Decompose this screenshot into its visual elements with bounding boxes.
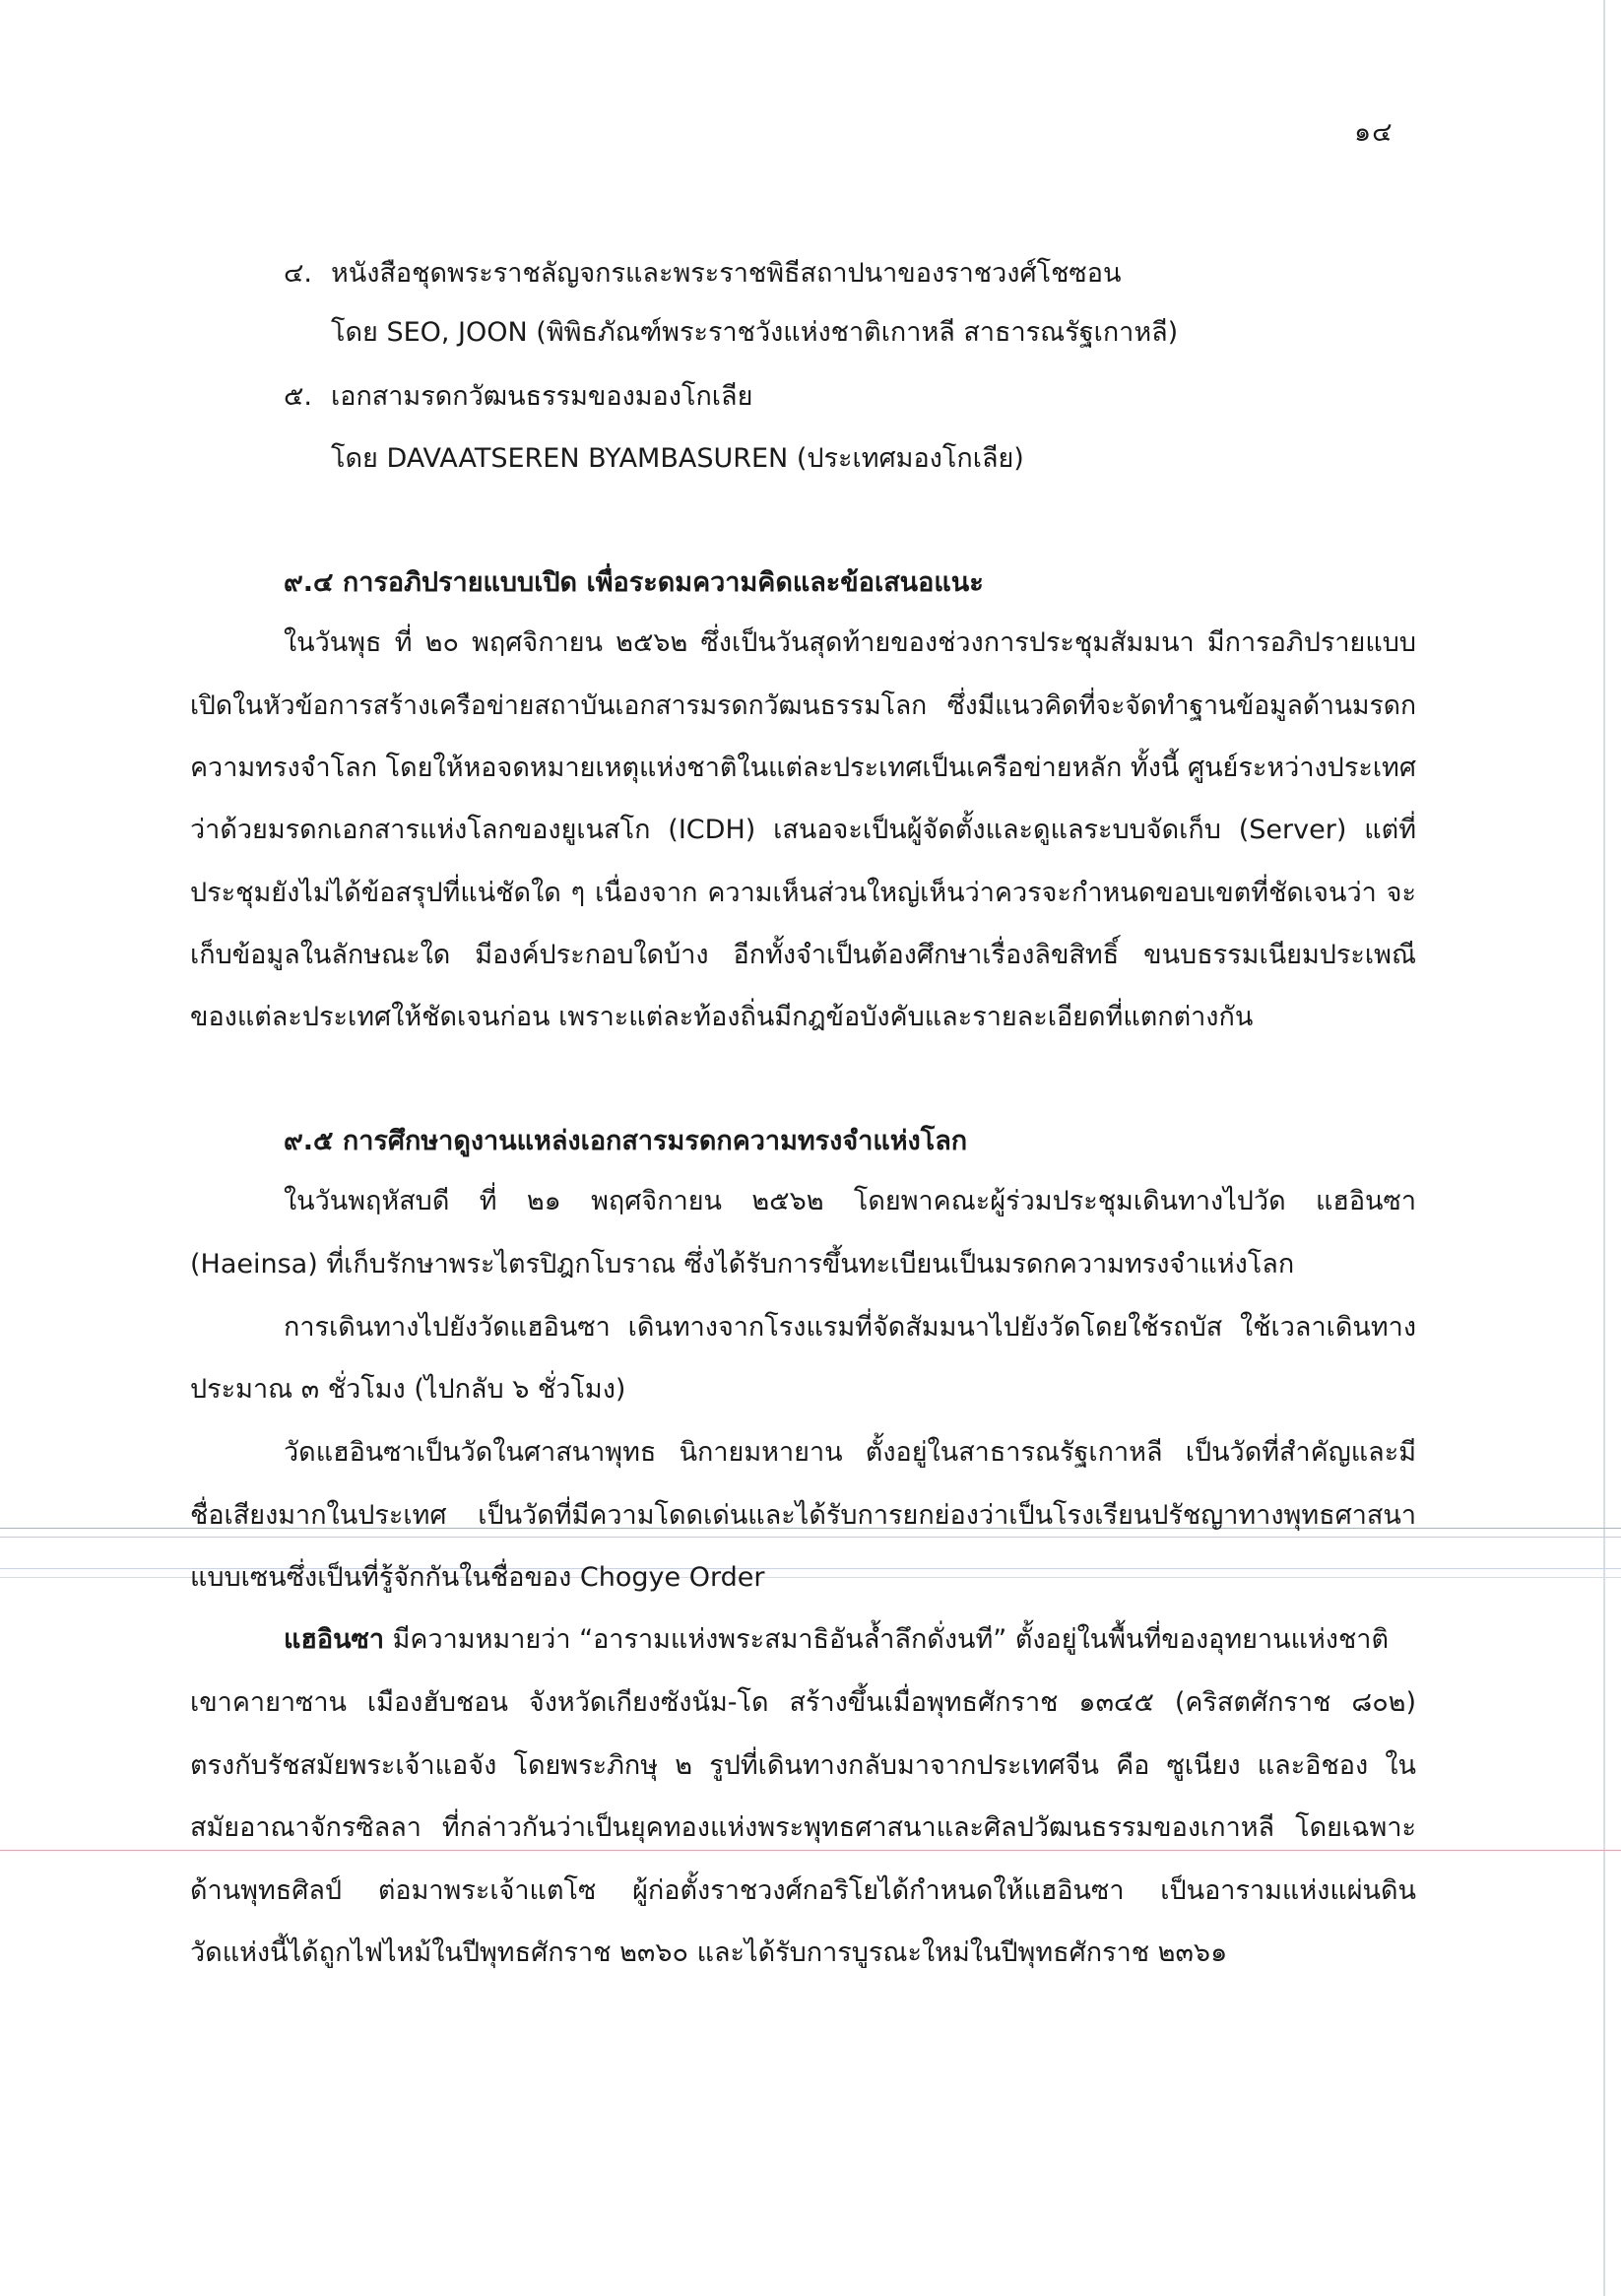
paragraph-line: เขาคายาซาน เมืองฮับชอน จังหวัดเกียงซังนัม-โด สร้างขึ้นเมื่อพุทธศักราช ๑๓๔๕ (คริสตศักราช ๘๐๒) xyxy=(190,1687,1416,1718)
paragraph-line: วัดแห่งนี้ได้ถูกไฟไหม้ในปีพุทธศักราช ๒๓๖๐ และได้รับการบูรณะใหม่ในปีพุทธศักราช ๒๓๖๑ xyxy=(190,1937,1228,1968)
scan-artifact-line xyxy=(0,1537,1621,1538)
section-heading: ๙.๕ การศึกษาดูงานแหล่งเอกสารมรดกความทรงจำแห่งโลก xyxy=(284,1126,968,1156)
scan-artifact-line xyxy=(0,1850,1621,1851)
list-item-number: ๕. xyxy=(284,381,313,412)
list-item-title: หนังสือชุดพระราชลัญจกรและพระราชพิธีสถาปนาของราชวงศ์โชซอน xyxy=(331,258,1122,289)
paragraph-line: การเดินทางไปยังวัดแฮอินซา เดินทางจากโรงแรมที่จัดสัมมนาไปยังวัดโดยใช้รถบัส ใช้เวลาเดินทาง xyxy=(284,1312,1416,1343)
paragraph-line: แบบเซนซึ่งเป็นที่รู้จักกันในชื่อของ Chogye Order xyxy=(190,1562,765,1593)
paragraph-line xyxy=(284,1620,1416,1660)
scan-edge-line xyxy=(1603,0,1605,2296)
paragraph-line: วัดแฮอินซาเป็นวัดในศาสนาพุทธ นิกายมหายาน ตั้งอยู่ในสาธารณรัฐเกาหลี เป็นวัดที่สำคัญและมี xyxy=(284,1437,1416,1468)
paragraph-line: สมัยอาณาจักรซิลลา ที่กล่าวกันว่าเป็นยุคทองแห่งพระพุทธศาสนาและศิลปวัฒนธรรมของเกาหลี โดยเฉพาะ xyxy=(190,1812,1416,1843)
section-heading: ๙.๔ การอภิปรายแบบเปิด เพื่อระดมความคิดและข้อเสนอแนะ xyxy=(284,567,984,598)
list-item-author: โดย DAVAATSEREN BYAMBASUREN (ประเทศมองโกเลีย) xyxy=(331,443,1024,474)
paragraph-line: ของแต่ละประเทศให้ชัดเจนก่อน เพราะแต่ละท้องถิ่นมีกฎข้อบังคับและรายละเอียดที่แตกต่างกัน xyxy=(190,1002,1254,1032)
page-number: ๑๔ xyxy=(1354,117,1394,148)
paragraph-line: ในวันพฤหัสบดี ที่ ๒๑ พฤศจิกายน ๒๕๖๒ โดยพาคณะผู้ร่วมประชุมเดินทางไปวัด แฮอินซา xyxy=(284,1186,1416,1216)
paragraph-line: ชื่อเสียงมากในประเทศ เป็นวัดที่มีความโดดเด่นและได้รับการยกย่องว่าเป็นโรงเรียนปรัชญาทางพุทธศาสนา xyxy=(190,1500,1416,1531)
list-item xyxy=(284,377,752,417)
paragraph-line: ประมาณ ๓ ชั่วโมง (ไปกลับ ๖ ชั่วโมง) xyxy=(190,1374,626,1405)
list-item-author: โดย SEO, JOON (พิพิธภัณฑ์พระราชวังแห่งชาติเกาหลี สาธารณรัฐเกาหลี) xyxy=(331,317,1179,348)
paragraph-line: (Haeinsa) ที่เก็บรักษาพระไตรปิฎกโบราณ ซึ่งได้รับการขึ้นทะเบียนเป็นมรดกความทรงจำแห่งโลก xyxy=(190,1249,1295,1279)
list-item-number: ๔. xyxy=(284,258,313,289)
paragraph-line: ในวันพุธ ที่ ๒๐ พฤศจิกายน ๒๕๖๒ ซึ่งเป็นวันสุดท้ายของช่วงการประชุมสัมมนา มีการอภิปรายแบบ xyxy=(284,627,1416,658)
paragraph-line: เปิดในหัวข้อการสร้างเครือข่ายสถาบันเอกสารมรดกวัฒนธรรมโลก ซึ่งมีแนวคิดที่จะจัดทำฐานข้อมูลด้านมรดก xyxy=(190,690,1416,721)
paragraph-line: ประชุมยังไม่ได้ข้อสรุปที่แน่ชัดใด ๆ เนื่องจาก ความเห็นส่วนใหญ่เห็นว่าควรจะกำหนดขอบเขตที่ชัดเจนว่า จะ xyxy=(190,878,1416,908)
paragraph-line: เก็บข้อมูลในลักษณะใด มีองค์ประกอบใดบ้าง อีกทั้งจำเป็นต้องศึกษาเรื่องลิขสิทธิ์ ขนบธรรมเนียมประเพณี xyxy=(190,940,1416,970)
paragraph-line: ตรงกับรัชสมัยพระเจ้าแอจัง โดยพระภิกษุ ๒ รูปที่เดินทางกลับมาจากประเทศจีน คือ ซูเนียง และอิชอง ใน xyxy=(190,1750,1416,1781)
paragraph-line: ว่าด้วยมรดกเอกสารแห่งโลกของยูเนสโก (ICDH) เสนอจะเป็นผู้จัดตั้งและดูแลระบบจัดเก็บ (Server) แต่ที่ xyxy=(190,815,1416,845)
paragraph-line: ด้านพุทธศิลป์ ต่อมาพระเจ้าแตโซ ผู้ก่อตั้งราชวงศ์กอริโยได้กำหนดให้แฮอินซา เป็นอารามแห่งแผ่นดิน xyxy=(190,1875,1416,1906)
paragraph-line: ความทรงจำโลก โดยให้หอจดหมายเหตุแห่งชาติในแต่ละประเทศเป็นเครือข่ายหลัก ทั้งนี้ ศูนย์ระหว่างประเทศ xyxy=(190,753,1416,783)
list-item-title: เอกสามรดกวัฒนธรรมของมองโกเลีย xyxy=(331,381,753,412)
list-item xyxy=(284,254,1121,294)
bold-term: แฮอินซา xyxy=(284,1624,385,1655)
paragraph-text: มีความหมายว่า “อารามแห่งพระสมาธิอันล้ำลึกดั่งนที” ตั้งอยู่ในพื้นที่ของอุทยานแห่งชาติ xyxy=(384,1624,1389,1655)
